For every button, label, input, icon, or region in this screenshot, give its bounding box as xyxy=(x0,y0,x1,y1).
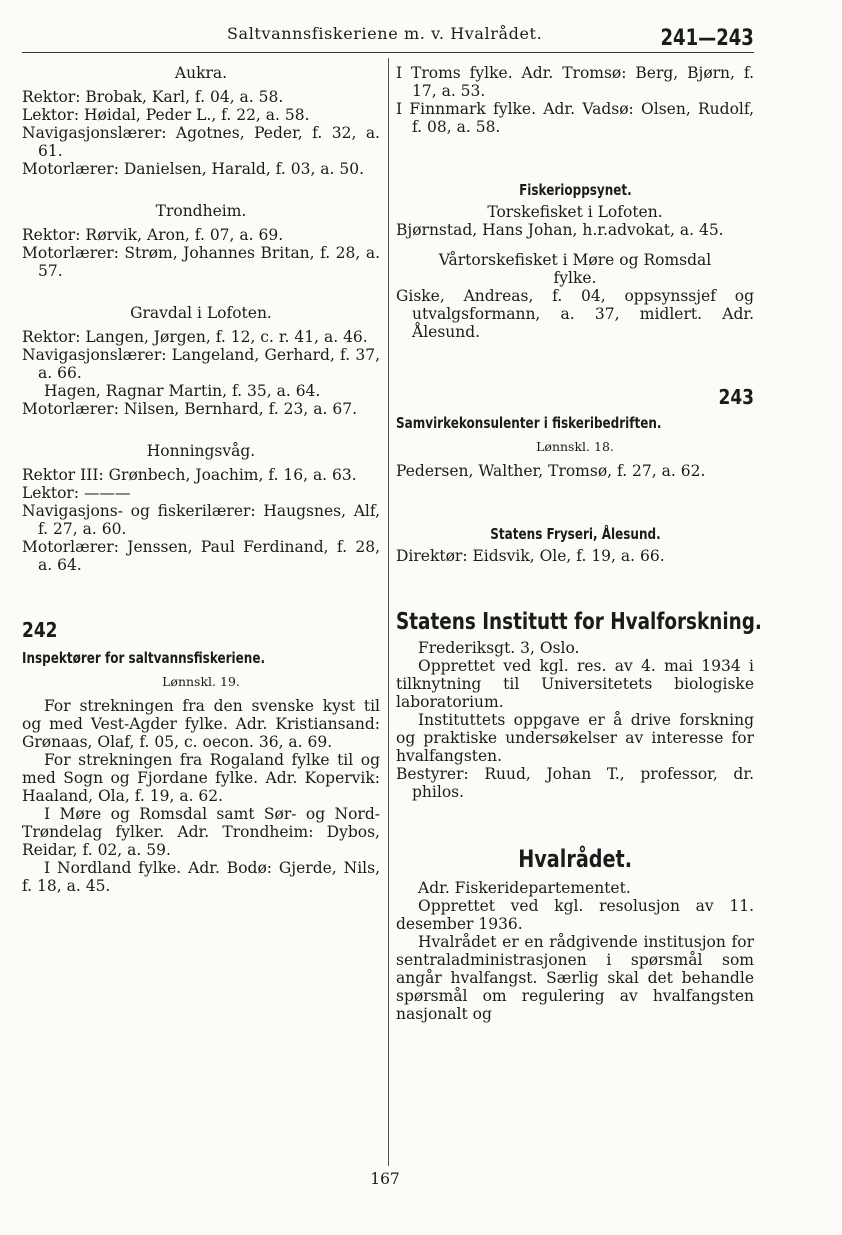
inspektor-3: I Møre og Romsdal samt Sør- og Nord-Trøndelag fylker. Adr. Trondheim: Dybos, Reidar, f. 02, a. 59. xyxy=(22,805,380,859)
oppsyn-lofoten: Bjørnstad, Hans Johan, h.r.advokat, a. 45. xyxy=(396,221,724,239)
section-number-242: 242 xyxy=(22,618,58,642)
section-242-pay-grade: Lønnskl. 19. xyxy=(162,674,240,689)
vartorskefisket-subheading: Vårtorskefisket i Møre og Romsdal fylke. xyxy=(438,251,712,287)
trondheim-motorlaerer: Motorlærer: Strøm, Johannes Britan, f. 28, a. 57. xyxy=(22,244,380,280)
hvalforskning-title: Statens Institutt for Hvalforskning. xyxy=(396,609,762,635)
left-column xyxy=(22,64,380,895)
gravdal-section xyxy=(22,304,380,418)
torskefisket-subheading: Torskefisket i Lofoten. xyxy=(487,203,663,221)
section-243 xyxy=(396,385,754,480)
section-title-inspektorer: Inspektører for saltvannsfiskeriene. xyxy=(22,649,266,667)
hvalradet-description: Hvalrådet er en rådgivende institusjon for sentraladministrasjonen i spørsmål som angår hvalfangst. Særlig skal det behandle spørsmål om regulering av hvalfangsten nasjonalt og xyxy=(396,933,754,1023)
gravdal-navigasjonslaerer: Navigasjonslærer: Langeland, Gerhard, f. 37, a. 66. xyxy=(22,346,380,382)
aukra-motorlaerer: Motorlærer: Danielsen, Harald, f. 03, a. 50. xyxy=(22,160,365,178)
column-divider xyxy=(388,58,389,1166)
samvirkekonsulent: Pedersen, Walther, Tromsø, f. 27, a. 62. xyxy=(396,462,706,480)
trondheim-section xyxy=(22,202,380,280)
hvalforskning-address: Frederiksgt. 3, Oslo. xyxy=(418,639,580,657)
aukra-heading: Aukra. xyxy=(174,64,228,82)
section-number-243: 243 xyxy=(718,385,754,409)
aukra-navigasjonslaerer: Navigasjonslærer: Agotnes, Peder, f. 32, a. 61. xyxy=(22,124,380,160)
fiskerioppsynet-section xyxy=(396,180,754,341)
hvalforskning-section xyxy=(396,609,762,801)
inspektor-4: I Nordland fylke. Adr. Bodø: Gjerde, Nils, f. 18, a. 45. xyxy=(22,859,380,895)
fiskerioppsynet-title: Fiskerioppsynet. xyxy=(518,181,632,199)
inspektor-1: For strekningen fra den svenske kyst til og med Vest-Agder fylke. Adr. Kristiansand: Grønaas, Olaf, f. 05, c. oecon. 36, a. 69. xyxy=(22,697,380,751)
page-number: 167 xyxy=(370,1170,400,1188)
hvalforskning-bestyrer: Bestyrer: Ruud, Johan T., professor, dr. philos. xyxy=(396,765,754,801)
section-243-pay-grade: Lønnskl. 18. xyxy=(536,439,614,454)
hvalradet-address: Adr. Fiskeridepartementet. xyxy=(418,879,631,897)
hvalforskning-established: Opprettet ved kgl. res. av 4. mai 1934 i tilknytning til Universitetets biologiske laboratorium. xyxy=(396,657,754,711)
gravdal-heading: Gravdal i Lofoten. xyxy=(130,304,272,322)
section-title-samvirkekonsulenter: Samvirkekonsulenter i fiskeribedriften. xyxy=(396,414,662,432)
gravdal-navigasjonslaerer-2: Hagen, Ragnar Martin, f. 35, a. 64. xyxy=(44,382,321,400)
running-head-title: Saltvannsfiskeriene m. v. Hvalrådet. xyxy=(227,24,543,43)
honningsvag-rektor: Rektor III: Grønbech, Joachim, f. 16, a. 63. xyxy=(22,466,357,484)
running-head xyxy=(22,14,754,53)
section-242 xyxy=(22,618,380,895)
aukra-rektor: Rektor: Brobak, Karl, f. 04, a. 58. xyxy=(22,88,284,106)
gravdal-motorlaerer: Motorlærer: Nilsen, Bernhard, f. 23, a. 67. xyxy=(22,400,358,418)
trondheim-heading: Trondheim. xyxy=(155,202,247,220)
aukra-section xyxy=(22,64,380,178)
inspektor-continuation xyxy=(396,64,754,136)
honningsvag-lektor: Lektor: ——— xyxy=(22,484,131,502)
inspektor-troms: I Troms fylke. Adr. Tromsø: Berg, Bjørn, f. 17, a. 53. xyxy=(396,64,754,100)
honningsvag-heading: Honningsvåg. xyxy=(146,442,256,460)
fryseri-section xyxy=(396,524,754,565)
fryseri-title: Statens Fryseri, Ålesund. xyxy=(489,525,661,543)
right-column xyxy=(396,64,762,1023)
fryseri-direktor: Direktør: Eidsvik, Ole, f. 19, a. 66. xyxy=(396,547,665,565)
hvalradet-section xyxy=(396,845,754,1023)
gravdal-rektor: Rektor: Langen, Jørgen, f. 12, c. r. 41, a. 46. xyxy=(22,328,368,346)
hvalradet-established: Opprettet ved kgl. resolusjon av 11. desember 1936. xyxy=(396,897,754,933)
trondheim-rektor: Rektor: Rørvik, Aron, f. 07, a. 69. xyxy=(22,226,284,244)
hvalforskning-purpose: Instituttets oppgave er å drive forskning og praktiske undersøkelser av interesse for hvalfangsten. xyxy=(396,711,754,765)
honningsvag-navigasjonslaerer: Navigasjons- og fiskerilærer: Haugsnes, Alf, f. 27, a. 60. xyxy=(22,502,380,538)
hvalradet-title: Hvalrådet. xyxy=(518,845,632,873)
aukra-lektor: Lektor: Høidal, Peder L., f. 22, a. 58. xyxy=(22,106,310,124)
honningsvag-motorlaerer: Motorlærer: Jenssen, Paul Ferdinand, f. 28, a. 64. xyxy=(22,538,380,574)
oppsyn-more-romsdal: Giske, Andreas, f. 04, oppsynssjef og utvalgsformann, a. 37, midlert. Adr. Ålesund. xyxy=(396,287,754,341)
inspektor-finnmark: I Finnmark fylke. Adr. Vadsø: Olsen, Rudolf, f. 08, a. 58. xyxy=(396,100,754,136)
honningsvag-section xyxy=(22,442,380,574)
inspektor-2: For strekningen fra Rogaland fylke til og med Sogn og Fjordane fylke. Adr. Kopervik: Haaland, Ola, f. 19, a. 62. xyxy=(22,751,380,805)
page-range: 241—243 xyxy=(660,26,754,51)
